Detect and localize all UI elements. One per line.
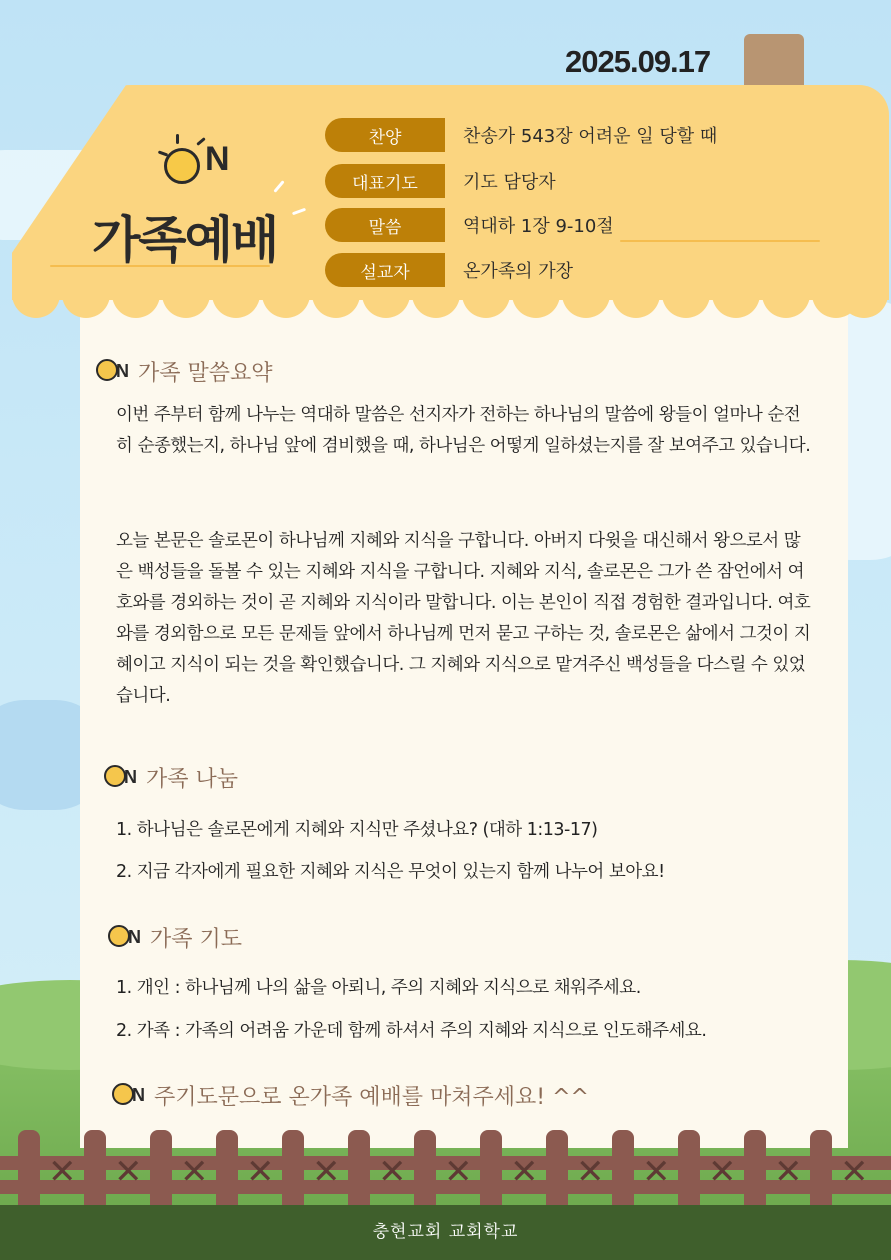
on-logo-icon: N (110, 1081, 152, 1111)
info-label: 말씀 (325, 208, 445, 242)
section-title: 가족 말씀요약 (138, 361, 273, 386)
fence-post (480, 1130, 502, 1206)
fence-cross: ✕ (114, 1152, 143, 1192)
info-value: 역대하 1장 9-10절 (463, 216, 614, 237)
fence-cross: ✕ (444, 1152, 473, 1192)
sharing-item: 2. 지금 각자에게 필요한 지혜와 지식은 무엇이 있는지 함께 나누어 보아요! (116, 862, 665, 882)
section-heading-prayer (106, 922, 242, 953)
logo-title: 가족예배 (92, 211, 278, 269)
sharing-item: 1. 하나님은 솔로몬에게 지혜와 지식만 주셨나요? (대하 1:13-17) (116, 820, 598, 840)
on-logo-icon: N (102, 763, 144, 793)
info-row-scripture (325, 208, 614, 242)
fence-cross: ✕ (642, 1152, 671, 1192)
summary-paragraph: 이번 주부터 함께 나누는 역대하 말씀은 선지자가 전하는 하나님의 말씀에 왕들이 얼마나 순전히 순종했는지, 하나님 앞에 겸비했을 때, 하나님은 어떻게 일하셨는지를 잘 보여주고 있습니다. (116, 405, 811, 456)
fence-post (546, 1130, 568, 1206)
info-value: 온가족의 가장 (463, 261, 574, 282)
info-label: 설교자 (325, 253, 445, 287)
fence-post (348, 1130, 370, 1206)
fence-post (18, 1130, 40, 1206)
on-logo-icon: N (106, 923, 148, 953)
on-logo-icon: N (94, 357, 136, 387)
date-label: 2025.09.17 (565, 44, 711, 79)
info-label: 대표기도 (325, 164, 445, 198)
info-value: 찬송가 543장 어려운 일 당할 때 (463, 126, 718, 147)
fence-post (282, 1130, 304, 1206)
summary-paragraph: 오늘 본문은 솔로몬이 하나님께 지혜와 지식을 구합니다. 아버지 다윗을 대신해서 왕으로서 많은 백성들을 돌볼 수 있는 지혜와 지식을 구합니다. 지혜와 지식, 솔로몬은 그가 쓴 잠언에서 여호와를 경외하는 것이 곧 지혜와 지식이라 말합니다. 이는 본인이 직접 경험한 결과입니다. 여호와를 경외함으로 모든 문제들 앞에서 하나님께 먼저 묻고 구하는 것, 솔로몬은 삶에서 그것이 지혜이고 지식이 되는 것을 확인했습니다. 그 지혜와 지식으로 맡겨주신 백성들을 다스릴 수 있었습니다. (116, 531, 811, 706)
fence-cross: ✕ (312, 1152, 341, 1192)
info-value: 기도 담당자 (463, 172, 556, 193)
prayer-item: 1. 개인 : 하나님께 나의 삶을 아뢰니, 주의 지혜와 지식으로 채워주세요. (116, 978, 641, 998)
prayer-item: 2. 가족 : 가족의 어려움 가운데 함께 하셔서 주의 지혜와 지식으로 인도해주세요. (116, 1021, 707, 1041)
fence (0, 1130, 891, 1210)
section-heading-sharing (102, 762, 238, 793)
section-title: 주기도문으로 온가족 예배를 마쳐주세요! ^^ (154, 1085, 589, 1110)
fence-post (810, 1130, 832, 1206)
fence-cross: ✕ (510, 1152, 539, 1192)
fence-cross: ✕ (708, 1152, 737, 1192)
section-title: 가족 기도 (150, 927, 243, 952)
fence-post (678, 1130, 700, 1206)
roof-scallop (12, 276, 60, 318)
light-ray (176, 134, 179, 144)
fence-cross: ✕ (576, 1152, 605, 1192)
lightbulb-icon (164, 148, 200, 184)
fence-cross: ✕ (180, 1152, 209, 1192)
fence-cross: ✕ (774, 1152, 803, 1192)
logo-on-letter: N (205, 140, 230, 178)
fence-post (612, 1130, 634, 1206)
info-row-preacher (325, 253, 573, 287)
section-title: 가족 나눔 (146, 767, 239, 792)
fence-post (744, 1130, 766, 1206)
info-label: 찬양 (325, 118, 445, 152)
roof-stroke (620, 240, 820, 242)
footer-church-name: 충현교회 교회학교 (0, 1205, 891, 1260)
info-row-hymn (325, 118, 717, 152)
fence-post (84, 1130, 106, 1206)
section-heading-summary (94, 356, 273, 387)
fence-post (216, 1130, 238, 1206)
fence-cross: ✕ (840, 1152, 869, 1192)
fence-post (150, 1130, 172, 1206)
fence-post (414, 1130, 436, 1206)
fence-cross: ✕ (246, 1152, 275, 1192)
info-row-prayer (325, 164, 556, 198)
fence-cross: ✕ (48, 1152, 77, 1192)
fence-cross: ✕ (378, 1152, 407, 1192)
section-heading-closing (110, 1080, 589, 1111)
